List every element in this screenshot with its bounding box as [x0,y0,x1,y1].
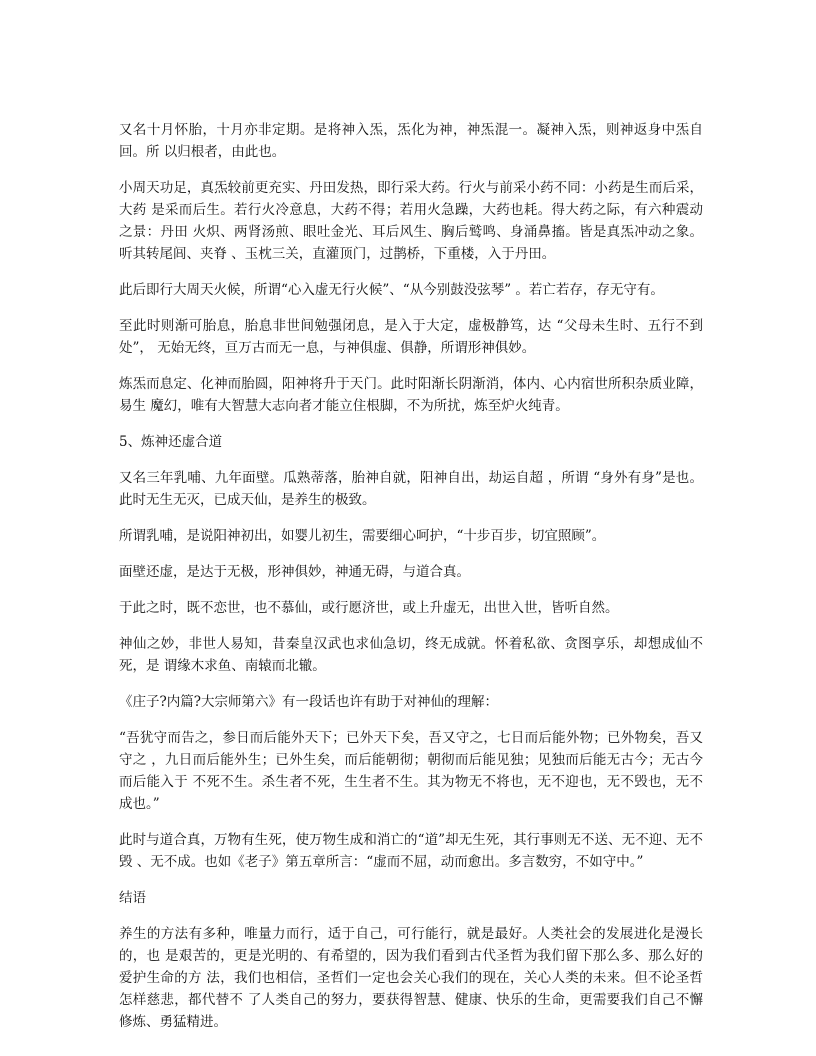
paragraph-shenxian: 神仙之妙，非世人易知，昔秦皇汉武也求仙急切，终无成就。怀着私欲、贪图享乐，却想成仙不死，是 谓缘木求鱼、南辕而北辙。 [119,636,703,674]
paragraph-rubu: 所谓乳哺，是说阳神初出，如婴儿初生，需要细心呵护，“十步百步，切宜照顾”。 [119,528,606,544]
paragraph-yu-dao-hezhen: 此时与道合真，万物有生死，使万物生成和消亡的“道”却无生死，其行事则无不送、无不迎、无不毁 、无不成。也如《老子》第五章所言：“虚而不屈，动而愈出。多言数穷，不如守中。” [119,832,703,870]
section-heading-lianshen-huanxu: 5、炼神还虚合道 [119,434,223,450]
paragraph-da-zhoutian: 此后即行大周天火候，所谓“心入虚无行火候”、“从今别鼓没弦琴” 。若亡若存，存无守有。 [119,282,664,298]
paragraph-rubu-mianbi: 又名三年乳哺、九年面壁。瓜熟蒂落，胎神自就，阳神自出，劫运自超 ，所谓 “身外有身”是也。此时无生无灭，已成天仙，是养生的极致。 [119,470,703,508]
paragraph-zhuangzi-intro: 《庄子?内篇?大宗师第六》有一段话也许有助于对神仙的理解： [119,694,498,710]
paragraph-mianbi: 面壁还虚，是达于无极，形神俱妙，神通无碍，与道合真。 [119,564,470,580]
document-page [119,119,703,1047]
paragraph-taixi: 至此时则渐可胎息，胎息非世间勉强闭息，是入于大定，虚极静笃，达 “父母未生时、五行不到处”， 无始无终，亘万古而无一息，与神俱虚、俱静，所谓形神俱妙。 [119,318,703,356]
paragraph-yangshen: 炼炁而息定、化神而胎圆，阳神将升于天门。此时阳渐长阴渐消，体内、心内宿世所积杂质业障，易生 魔幻，唯有大智慧大志向者才能立住根脚，不为所扰，炼至炉火纯青。 [119,376,703,414]
paragraph-xiao-zhoutian: 小周天功足，真炁较前更充实、丹田发热，即行采大药。行火与前采小药不同：小药是生而后采，大药 是采而后生。若行火冷意息，大药不得；若用火急躁，大药也耗。得大药之际，有六种震动之景：丹田 火炽、两肾汤煎、眼吐金光、耳后风生、胸后鹫鸣、身涌鼻搐。皆是真炁冲动之象。听其转尾闾、夹脊 、玉枕三关，直灌顶门，过鹊桥，下重楼，入于丹田。 [119,180,703,262]
paragraph-zhuangzi-quote: “吾犹守而告之，参日而后能外天下；已外天下矣，吾又守之，七日而后能外物；已外物矣，吾又守之 ，九日而后能外生；已外生矣，而后能朝彻；朝彻而后能见独；见独而后能无古今；无古今而后能入于 不死不生。杀生者不死，生生者不生。其为物无不将也，无不迎也，无不毁也，无不成也。” [119,730,703,812]
paragraph-zhi-tingziran: 于此之时，既不恋世，也不慕仙，或行愿济世，或上升虚无，出世入世，皆听自然。 [119,600,619,616]
paragraph-shiyue-huaitai: 又名十月怀胎，十月亦非定期。是将神入炁，炁化为神，神炁混一。凝神入炁，则神返身中炁自回。所 以归根者，由此也。 [119,122,703,160]
section-heading-jieyu: 结语 [119,890,146,906]
paragraph-conclusion: 养生的方法有多种，唯量力而行，适于自己，可行能行，就是最好。人类社会的发展进化是漫长的，也 是艰苦的，更是光明的、有希望的，因为我们看到古代圣哲为我们留下那么多、那么好的爱护生命的方 法，我们也相信，圣哲们一定也会关心我们的现在，关心人类的未来。但不论圣哲怎样慈悲，都代替不 了人类自己的努力，要获得智慧、健康、快乐的生命，更需要我们自己不懈修炼、勇猛精进。 [119,926,703,1030]
